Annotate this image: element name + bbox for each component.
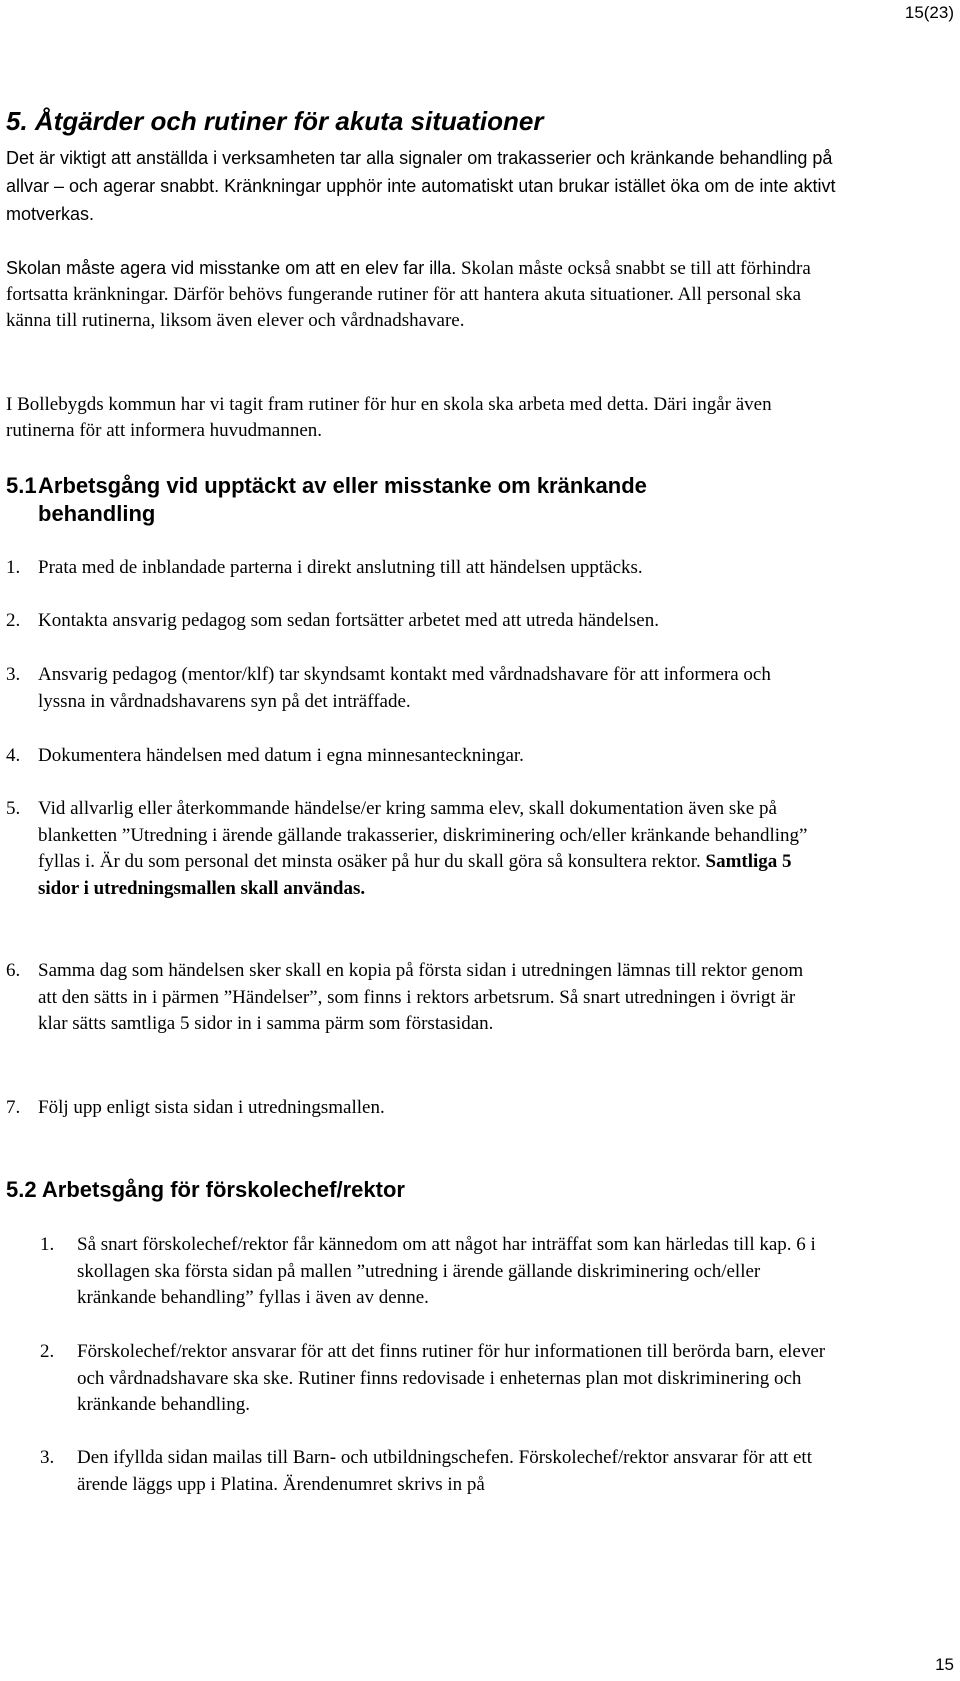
section-5-intro-paragraph: Det är viktigt att anställda i verksamheten tar alla signaler om trakasserier och kränkande behandling på allvar – och agerar snabbt. Kränkningar upphör inte automatiskt utan brukar istället öka om de inte aktivt motverkas. bbox=[6, 148, 836, 224]
section-5-1-title-line1: Arbetsgång vid upptäckt av eller misstanke om kränkande bbox=[38, 473, 647, 498]
section-5-1-title-line2: behandling bbox=[38, 501, 156, 526]
list-item bbox=[6, 608, 836, 635]
section-5-1-heading bbox=[6, 472, 647, 528]
list-number: 2. bbox=[6, 610, 21, 631]
list-text: Följ upp enligt sista sidan i utredningsmallen. bbox=[38, 1097, 385, 1118]
list-text: Samma dag som händelsen sker skall en kopia på första sidan i utredningen lämnas till rektor genom att den sätts in i pärmen ”Händelser”, som finns i rektors arbetsrum. Så snart utredningen i övrigt är klar sätts samtliga 5 sidor in i samma pärm som förstasidan. bbox=[38, 960, 804, 1034]
paragraph-2-sans-sentence: Skolan måste agera vid misstanke om att en elev far illa. bbox=[6, 258, 457, 278]
list-item bbox=[6, 1095, 836, 1122]
list-text: Den ifyllda sidan mailas till Barn- och utbildningschefen. Förskolechef/rektor ansvarar för att ett ärende läggs upp i Platina. Ärendenumret skrivs in på bbox=[77, 1447, 812, 1495]
list-number: 1. bbox=[6, 557, 21, 578]
list-number: 7. bbox=[6, 1097, 21, 1118]
section-5-1-number: 5.1 bbox=[6, 473, 37, 498]
list-text: Prata med de inblandade parterna i direkt anslutning till att händelsen upptäcks. bbox=[38, 557, 643, 578]
paragraph-2-serif-text: Skolan måste också snabbt se till att förhindra fortsatta kränkningar. Därför behövs fungerande rutiner för att hantera akuta situationer. All personal ska känna till rutinerna, liksom även elever och vårdnadshavare. bbox=[6, 258, 811, 331]
list-item bbox=[6, 662, 806, 715]
list-text: Förskolechef/rektor ansvarar för att det finns rutiner för hur informationen till berörda barn, elever och vårdnadshavare ska ske. Rutiner finns redovisade i enheternas plan mot diskriminering och kränkande behandling. bbox=[77, 1341, 826, 1415]
list-item bbox=[40, 1339, 840, 1419]
list-item bbox=[40, 1232, 840, 1312]
page-header-number: 15(23) bbox=[904, 3, 954, 22]
list-text: Så snart förskolechef/rektor får kännedom om att något har inträffat som kan härledas till kap. 6 i skollagen ska första sidan på mallen ”utredning i ärende gällande diskriminering och/eller kränkande behandling” fyllas i även av denne. bbox=[77, 1234, 816, 1308]
list-text: Vid allvarlig eller återkommande händelse/er kring samma elev, skall dokumentation även ske på blanketten ”Utredning i ärende gällande trakasserier, diskriminering och/eller kränkande behandling” fyllas i. Är du som personal det minsta osäker på hur du skall göra så konsultera rektor. bbox=[38, 798, 808, 872]
section-5-paragraph-3: I Bollebygds kommun har vi tagit fram rutiner för hur en skola ska arbeta med detta. Däri ingår även rutinerna för att informera huvudmannen. bbox=[6, 394, 772, 441]
page-footer-number: 15 bbox=[935, 1655, 954, 1674]
list-text-bold: Samtliga 5 sidor i utredningsmallen skall användas. bbox=[38, 851, 792, 899]
list-text: Dokumentera händelsen med datum i egna minnesanteckningar. bbox=[38, 745, 524, 766]
list-item bbox=[6, 743, 836, 770]
list-number: 4. bbox=[6, 745, 21, 766]
list-text: Kontakta ansvarig pedagog som sedan fortsätter arbetet med att utreda händelsen. bbox=[38, 610, 659, 631]
list-item bbox=[40, 1445, 820, 1498]
section-5-paragraph-2 bbox=[6, 255, 821, 334]
section-5-heading: 5. Åtgärder och rutiner för akuta situationer bbox=[6, 106, 544, 136]
list-number: 1. bbox=[40, 1234, 55, 1255]
list-item bbox=[6, 555, 836, 582]
list-number: 5. bbox=[6, 798, 21, 819]
list-number: 3. bbox=[6, 664, 21, 685]
section-5-2-heading: 5.2 Arbetsgång för förskolechef/rektor bbox=[6, 1177, 405, 1202]
list-number: 2. bbox=[40, 1341, 55, 1362]
list-item bbox=[6, 958, 821, 1038]
list-number: 6. bbox=[6, 960, 21, 981]
list-item bbox=[6, 796, 831, 902]
list-text: Ansvarig pedagog (mentor/klf) tar skyndsamt kontakt med vårdnadshavare för att informera och lyssna in vårdnadshavarens syn på det inträffade. bbox=[38, 664, 771, 712]
list-number: 3. bbox=[40, 1447, 55, 1468]
